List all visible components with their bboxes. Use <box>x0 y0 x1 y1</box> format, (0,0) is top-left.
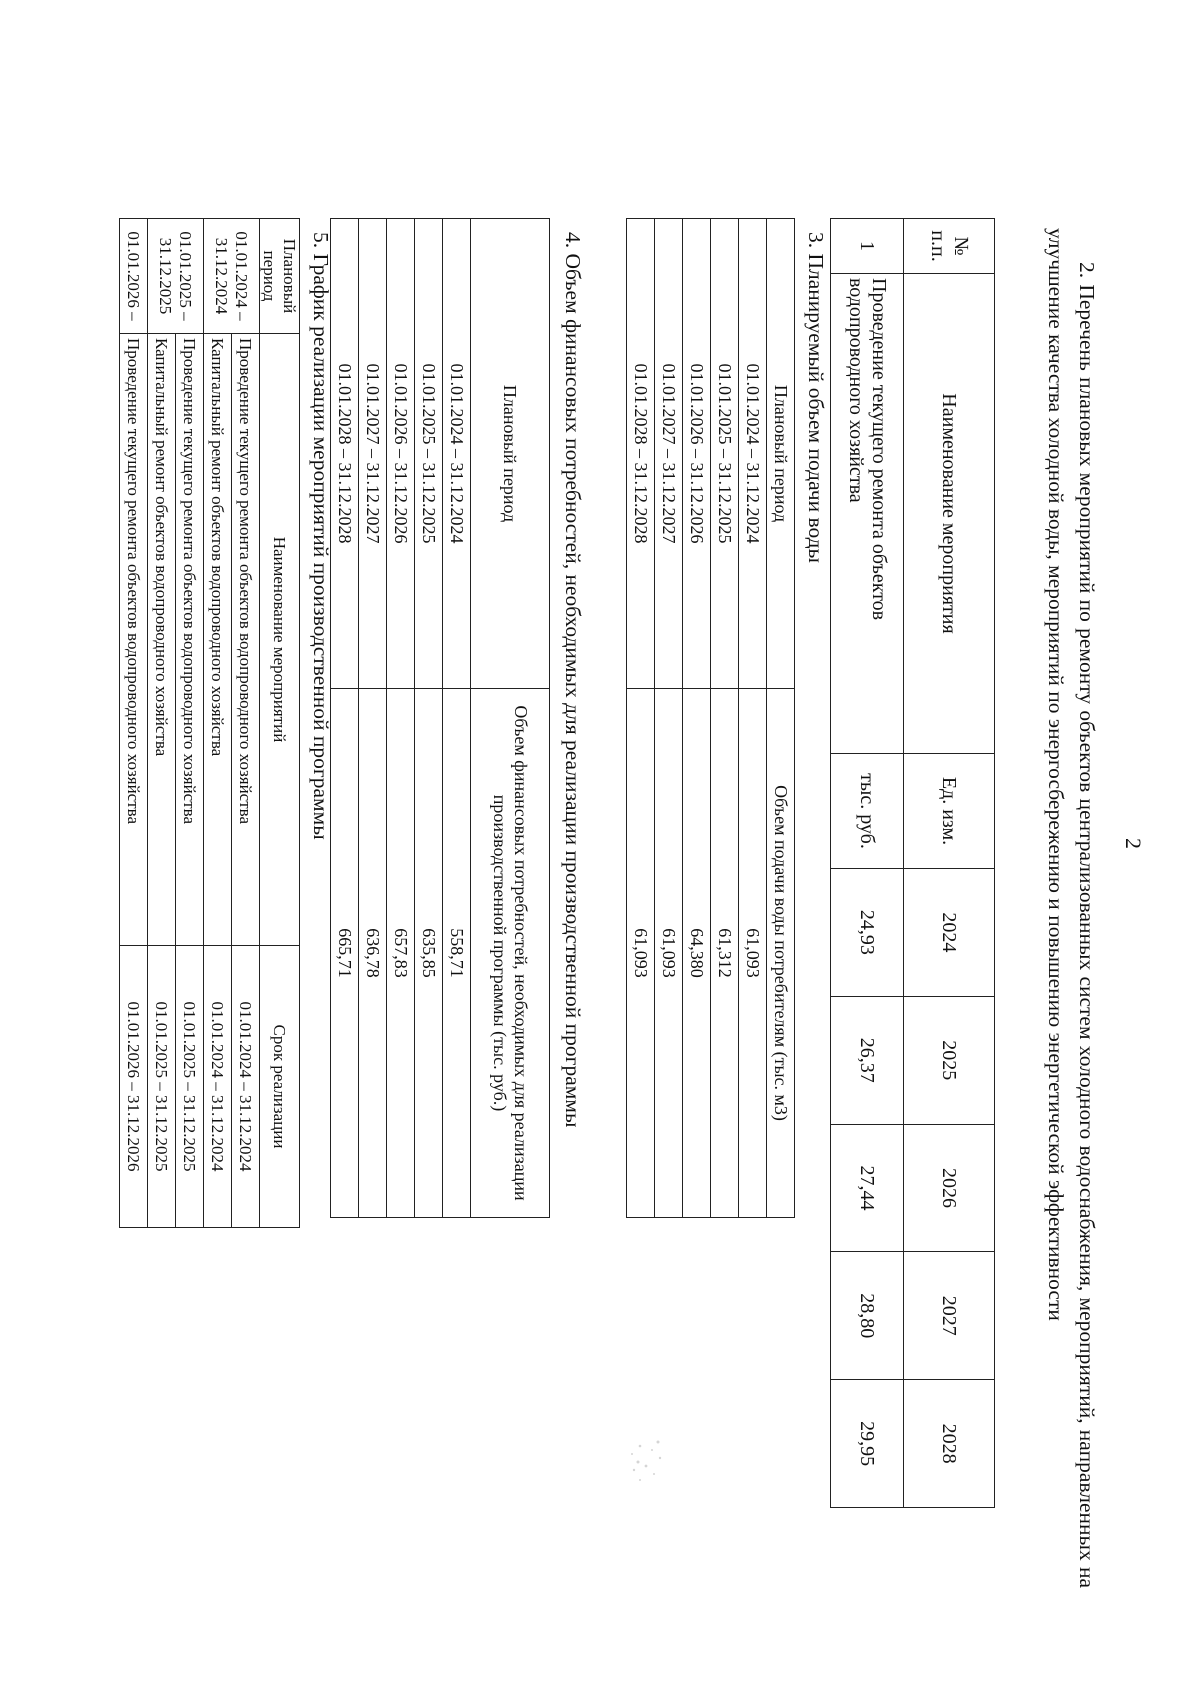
period-start: 01.01.2025 – <box>175 231 195 321</box>
cell-name: Проведение текущего ремонта объектов водопроводного хозяйства <box>231 334 259 946</box>
cell-term: 01.01.2025 – 31.12.2025 <box>175 946 203 1228</box>
cell-name: Проведение текущего ремонта объектов водопроводного хозяйства <box>175 334 203 946</box>
header-term: Срок реализации <box>259 946 299 1228</box>
cell-num: 1 <box>831 219 904 274</box>
water-volume-table <box>626 218 795 1218</box>
cell-name: Проведение текущего ремонта объектов водопроводного хозяйства <box>831 274 904 754</box>
cell-unit: тыс. руб. <box>831 754 904 869</box>
cell-period: 01.01.2025 – 31.12.2025 <box>415 219 443 689</box>
section5-heading: 5. График реализации мероприятий производственной программы <box>309 232 333 840</box>
cell-2025: 26,37 <box>831 996 904 1124</box>
cell-value: 61,093 <box>627 689 655 1218</box>
table-row <box>655 219 683 1218</box>
header-volume: Объем финансовых потребностей, необходимых для реализации производственной программы (тыс. руб.) <box>471 689 550 1218</box>
finance-table <box>330 218 550 1218</box>
table-row <box>119 219 147 1228</box>
header-volume: Объем подачи воды потребителям (тыс. м3) <box>767 689 795 1218</box>
cell-period: 01.01.2027 – 31.12.2027 <box>359 219 387 689</box>
section3-heading: 3. Планируемый объем подачи воды <box>804 232 828 563</box>
table-row <box>147 219 175 1228</box>
table-header-row <box>767 219 795 1218</box>
cell-value: 61,093 <box>739 689 767 1218</box>
page-number: 2 <box>1121 838 1146 849</box>
header-2027: 2027 <box>904 1252 995 1380</box>
period-start: 01.01.2024 – <box>231 231 251 321</box>
cell-name: Капитальный ремонт объектов водопроводного хозяйства <box>147 334 175 946</box>
header-name: Наименование мероприятий <box>259 334 299 946</box>
table-row <box>175 219 203 1228</box>
header-period: Плановый период <box>259 219 299 334</box>
table-row <box>627 219 655 1218</box>
cell-period: 01.01.2024 – 31.12.2024 <box>739 219 767 689</box>
table-row <box>711 219 739 1218</box>
cell-name: Проведение текущего ремонта объектов водопроводного хозяйства <box>119 334 147 946</box>
table-row <box>387 219 415 1218</box>
cell-2027: 28,80 <box>831 1252 904 1380</box>
table-row <box>415 219 443 1218</box>
stamp-smudge <box>624 1432 666 1492</box>
cell-value: 61,093 <box>655 689 683 1218</box>
cell-name: Капитальный ремонт объектов водопроводного хозяйства <box>203 334 231 946</box>
cell-2026: 27,44 <box>831 1124 904 1252</box>
header-name: Наименование мероприятия <box>904 274 995 754</box>
header-2024: 2024 <box>904 869 995 997</box>
cell-period-group <box>147 219 203 334</box>
cell-2028: 29,95 <box>831 1380 904 1508</box>
cell-value: 665,71 <box>331 689 359 1218</box>
cell-value: 635,85 <box>415 689 443 1218</box>
cell-period: 01.01.2025 – 31.12.2025 <box>711 219 739 689</box>
table-row <box>331 219 359 1218</box>
cell-value: 657,83 <box>387 689 415 1218</box>
cell-period: 01.01.2028 – 31.12.2028 <box>331 219 359 689</box>
measures-table <box>830 218 995 1508</box>
table-header-row <box>904 219 995 1508</box>
period-end: 31.12.2025 <box>156 237 176 315</box>
cell-period: 01.01.2024 – 31.12.2024 <box>443 219 471 689</box>
cell-term: 01.01.2024 – 31.12.2024 <box>203 946 231 1228</box>
cell-period: 01.01.2027 – 31.12.2027 <box>655 219 683 689</box>
cell-value: 61,312 <box>711 689 739 1218</box>
header-period: Плановый период <box>767 219 795 689</box>
header-2025: 2025 <box>904 996 995 1124</box>
table-row <box>831 219 904 1508</box>
cell-period: 01.01.2026 – 31.12.2026 <box>683 219 711 689</box>
header-num: № п.п. <box>904 219 995 274</box>
section2-heading: 2. Перечень плановых мероприятий по ремонту объектов централизованных систем холодного водоснабжения, мероприятий, направленных на улучшение качества холодной воды, мероприятий по энергосбережению и повышению энергетической эффективности <box>1044 228 1099 1588</box>
table-row <box>231 219 259 1228</box>
table-row <box>683 219 711 1218</box>
table-row <box>359 219 387 1218</box>
header-2028: 2028 <box>904 1380 995 1508</box>
header-2026: 2026 <box>904 1124 995 1252</box>
cell-value: 64,380 <box>683 689 711 1218</box>
table-row <box>739 219 767 1218</box>
header-period: Плановый период <box>471 219 550 689</box>
cell-2024: 24,93 <box>831 869 904 997</box>
schedule-table <box>119 218 300 1228</box>
cell-value: 558,71 <box>443 689 471 1218</box>
cell-term: 01.01.2025 – 31.12.2025 <box>147 946 175 1228</box>
table-row <box>443 219 471 1218</box>
cell-period: 01.01.2026 – 31.12.2026 <box>387 219 415 689</box>
cell-term: 01.01.2024 – 31.12.2024 <box>231 946 259 1228</box>
cell-period: 01.01.2028 – 31.12.2028 <box>627 219 655 689</box>
table-header-row <box>259 219 299 1228</box>
period-start: 01.01.2026 – <box>124 231 144 321</box>
table-header-row <box>471 219 550 1218</box>
cell-period-group <box>119 219 147 334</box>
table-row <box>203 219 231 1228</box>
header-unit: Ед. изм. <box>904 754 995 869</box>
section4-heading: 4. Объем финансовых потребностей, необходимых для реализации производственной программы <box>561 232 585 1128</box>
cell-period-group <box>203 219 259 334</box>
cell-value: 636,78 <box>359 689 387 1218</box>
period-end: 31.12.2024 <box>212 237 232 315</box>
cell-term: 01.01.2026 – 31.12.2026 <box>119 946 147 1228</box>
